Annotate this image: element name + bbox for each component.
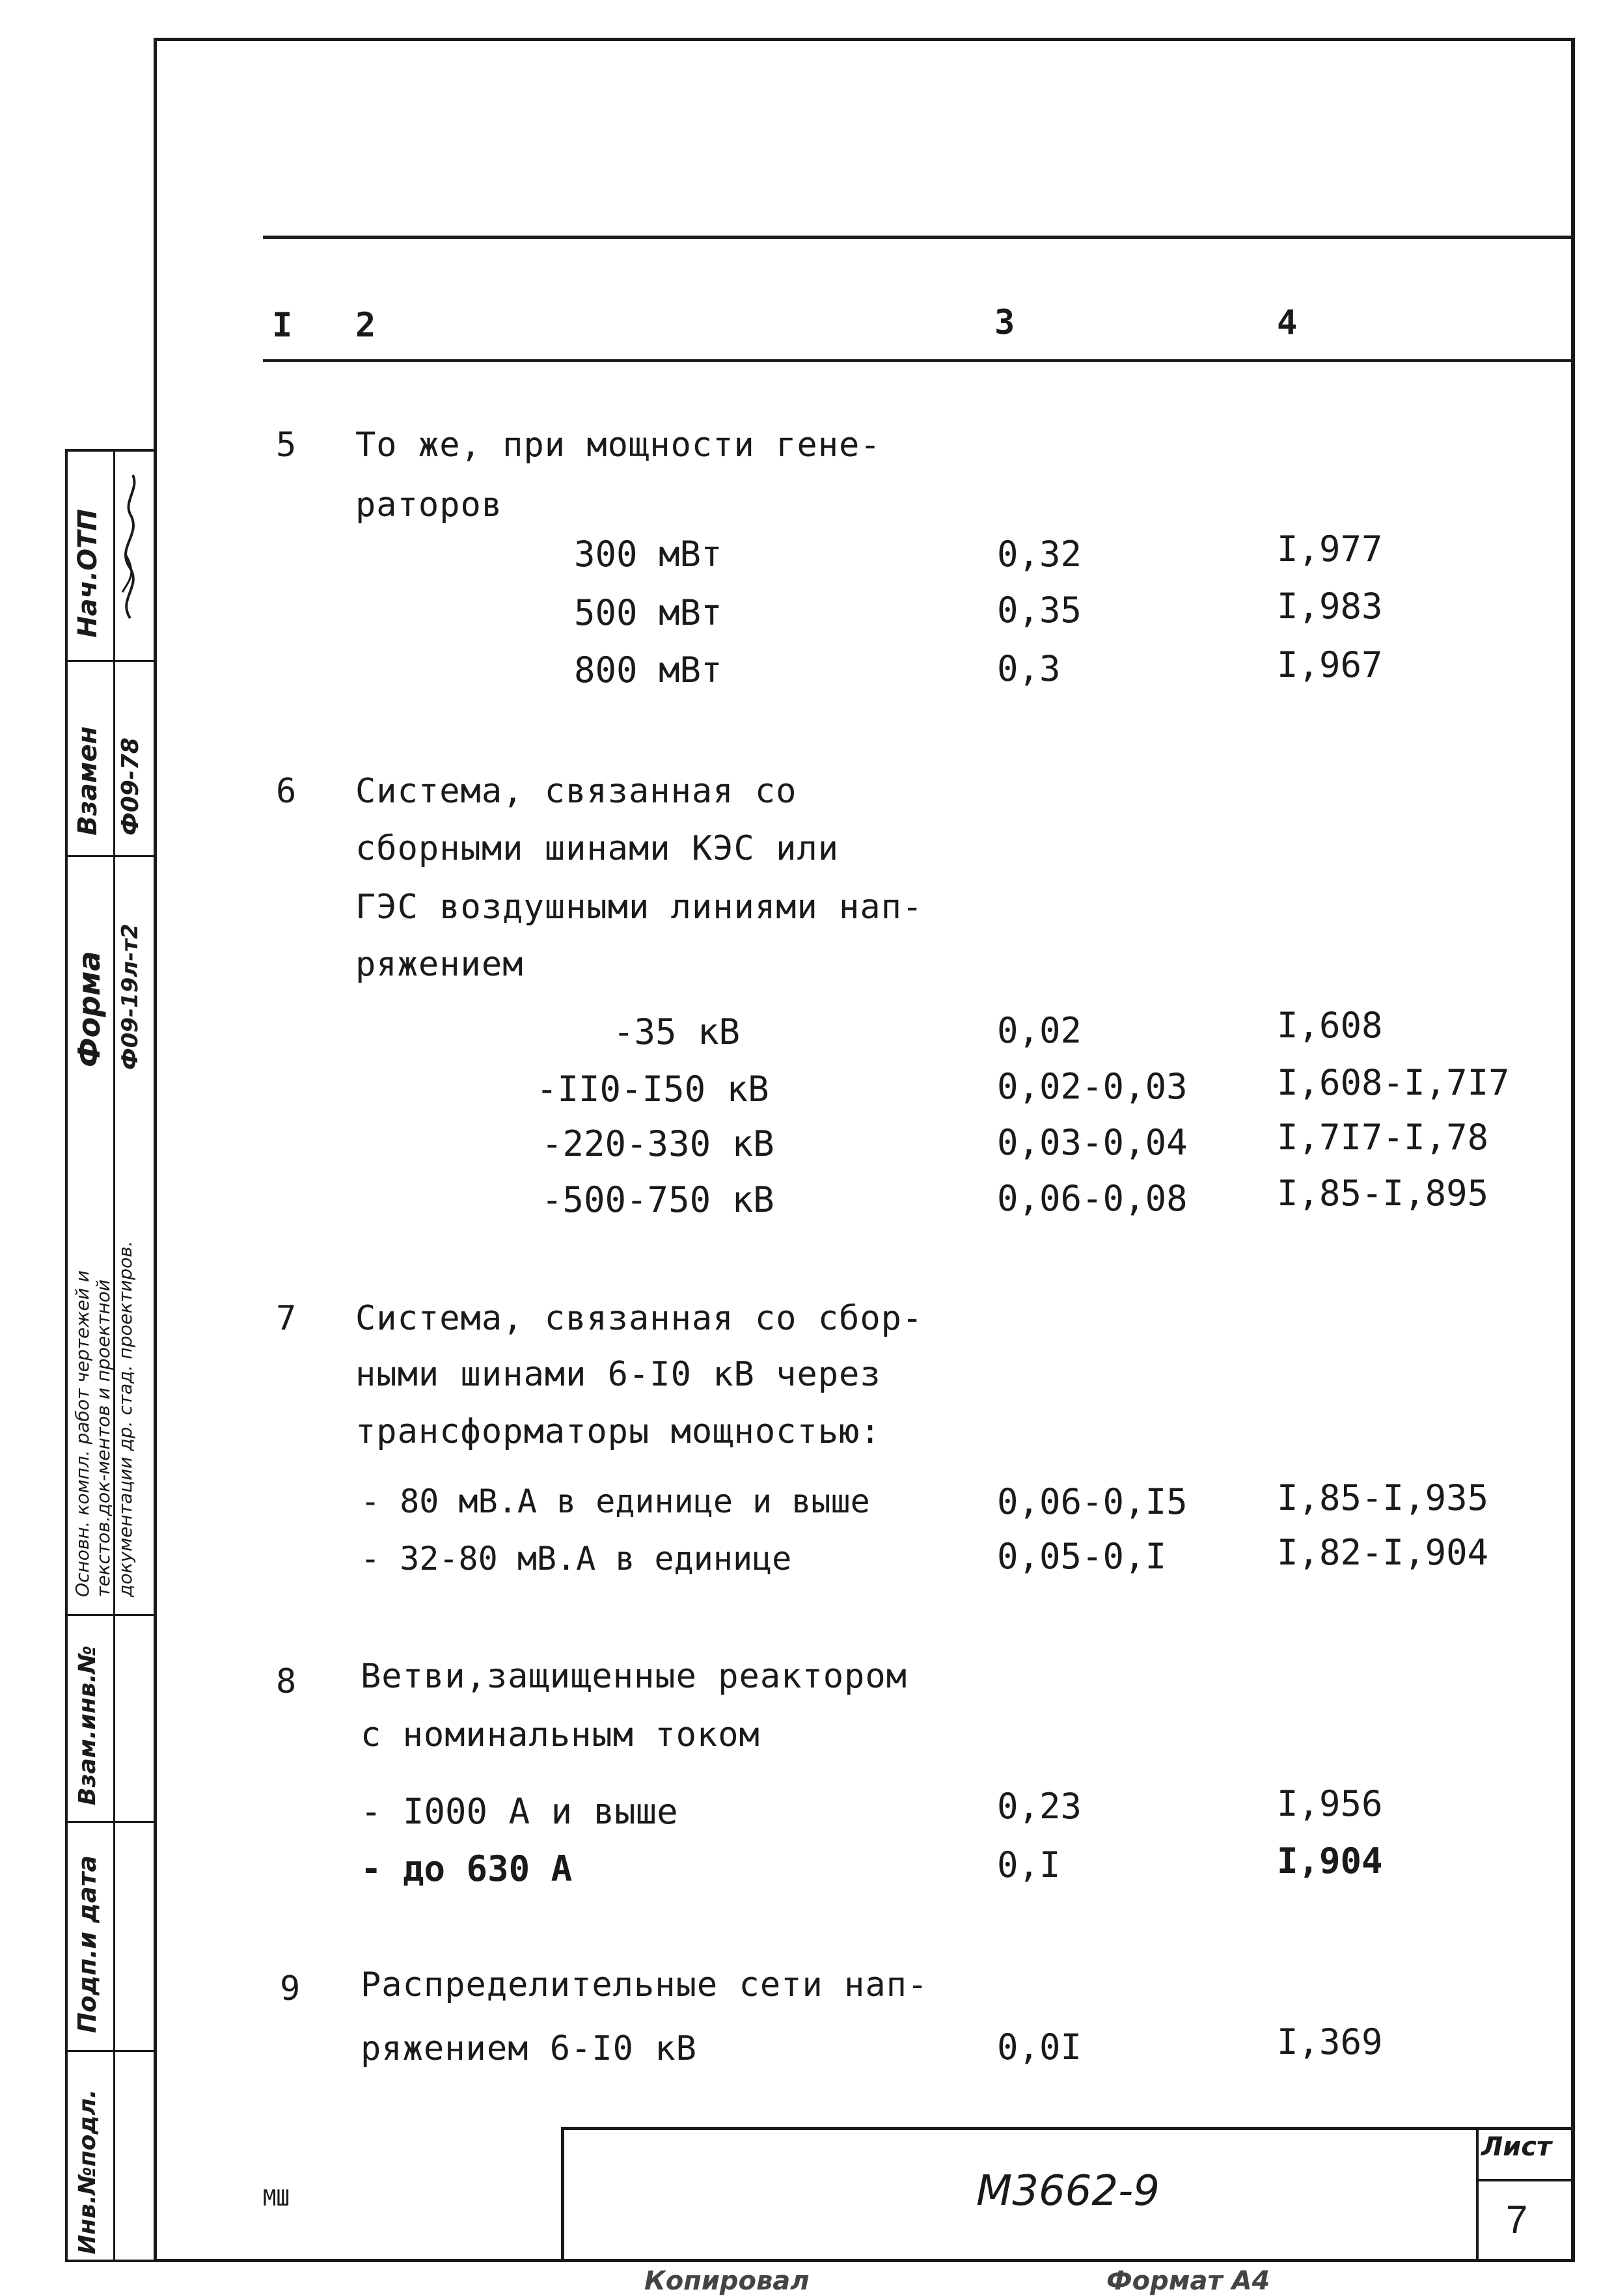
sheet-number: 7	[1506, 2198, 1528, 2241]
value-col3: 0,02	[997, 1010, 1082, 1051]
col-header-4: 4	[1277, 303, 1298, 342]
item-label: - 32-80 мВ.А в единице	[361, 1540, 792, 1578]
inv-podl-label: Инв.№подл.	[74, 2089, 101, 2254]
value-col4: I,967	[1277, 644, 1383, 685]
item-label: -500-750 кВ	[541, 1179, 774, 1220]
row-description-line: ГЭС воздушными линиями нап-	[355, 888, 923, 927]
sidebar-divider	[68, 2050, 157, 2052]
item-label: -II0-I50 кВ	[536, 1069, 769, 1110]
item-label: 800 мВт	[574, 649, 722, 690]
osnovn-line-3: документации др. стад. проектиров.	[115, 1240, 136, 1597]
row-description-line: То же, при мощности гене-	[355, 426, 881, 465]
row-description-line: Распределительные сети нап-	[361, 1965, 929, 2004]
item-label: 300 мВт	[574, 534, 722, 575]
vzamen-label: Взамен	[73, 726, 103, 836]
value-col4: I,608	[1277, 1005, 1383, 1046]
row-description-line: раторов	[355, 485, 503, 525]
top-rule	[263, 236, 1575, 239]
value-col3: 0,06-0,I5	[997, 1481, 1188, 1522]
sidebar-divider	[68, 660, 157, 662]
value-col3: 0,3	[997, 648, 1061, 689]
item-label: - 80 мВ.А в единице и выше	[361, 1483, 870, 1520]
sheet-box-divider	[1479, 2179, 1575, 2181]
value-col4: I,82-I,904	[1277, 1532, 1489, 1573]
osnovn-line-1: Основн. компл. работ чертежей и	[72, 1270, 93, 1597]
value-col3: 0,05-0,I	[997, 1536, 1167, 1577]
sidebar-divider	[68, 1614, 157, 1616]
row-description-line: ряжением	[355, 945, 524, 984]
row-number: 6	[276, 772, 297, 811]
signature	[111, 469, 152, 625]
value-col4: I,977	[1277, 528, 1383, 569]
row-number: 9	[280, 1969, 301, 2008]
forma-value: Ф09-19л-т2	[117, 923, 143, 1070]
value-col4: I,85-I,895	[1277, 1173, 1489, 1214]
vzamen-value: Ф09-78	[117, 737, 144, 836]
podp-data-label: Подп.и дата	[73, 1855, 102, 2033]
sidebar-divider	[68, 1821, 157, 1823]
row-description-line: с номинальным током	[361, 1715, 760, 1755]
value-col4: I,904	[1277, 1840, 1383, 1881]
value-col4: I,956	[1277, 1783, 1383, 1824]
row-description-line: ными шинами 6-I0 кВ через	[355, 1355, 881, 1394]
copied-by-label: Копировал	[644, 2266, 810, 2296]
osnovn-line-2: текстов.док-ментов и проектной	[92, 1279, 114, 1597]
row-description-line: сборными шинами КЭС или	[355, 829, 840, 868]
sheet-label: Лист	[1481, 2132, 1552, 2162]
value-col3: 0,23	[997, 1786, 1082, 1827]
item-label: -220-330 кВ	[541, 1123, 774, 1164]
item-label: -35 кВ	[613, 1011, 741, 1052]
row-description-line: Ветви,защищенные реактором	[361, 1657, 907, 1696]
value-col3: 0,0I	[997, 2027, 1082, 2068]
value-col4: I,369	[1277, 2021, 1383, 2062]
stamp-left-text: МШ	[263, 2185, 290, 2211]
value-col3: 0,32	[997, 534, 1082, 575]
document-code: М3662-9	[976, 2167, 1160, 2215]
value-col4: I,983	[1277, 586, 1383, 627]
vzam-inv-label: Взам.инв.№	[74, 1645, 101, 1805]
value-col3: 0,02-0,03	[997, 1066, 1188, 1107]
row-description-line: Система, связанная со сбор-	[355, 1299, 923, 1338]
row-description-line: Система, связанная со	[355, 772, 797, 811]
col-header-1: I	[272, 306, 293, 345]
value-col3: 0,06-0,08	[997, 1178, 1188, 1219]
item-label: 500 мВт	[574, 592, 722, 633]
value-col3: 0,03-0,04	[997, 1122, 1188, 1163]
value-col3: 0,I	[997, 1844, 1061, 1885]
nach-otp-label: Нач.ОТП	[73, 509, 103, 638]
format-label: Формат А4	[1106, 2266, 1270, 2296]
header-rule	[263, 359, 1575, 362]
row-description-line: ряжением 6-I0 кВ	[361, 2029, 697, 2068]
row-number: 7	[276, 1299, 297, 1338]
value-col4: I,85-I,935	[1277, 1477, 1489, 1518]
row-number: 8	[276, 1662, 297, 1701]
value-col3: 0,35	[997, 590, 1082, 631]
col-header-2: 2	[355, 306, 376, 345]
item-label: - I000 А и выше	[361, 1791, 678, 1832]
row-number: 5	[276, 426, 297, 465]
row-description-line: трансформаторы мощностью:	[355, 1412, 881, 1451]
value-col4: I,7I7-I,78	[1277, 1117, 1489, 1158]
forma-label: Форма	[72, 951, 107, 1067]
sidebar-divider	[68, 855, 157, 857]
col-header-3: 3	[994, 303, 1015, 342]
item-label: - до 630 А	[361, 1848, 573, 1889]
value-col4: I,608-I,7I7	[1277, 1062, 1510, 1103]
left-stamp-sidebar	[65, 449, 157, 2262]
